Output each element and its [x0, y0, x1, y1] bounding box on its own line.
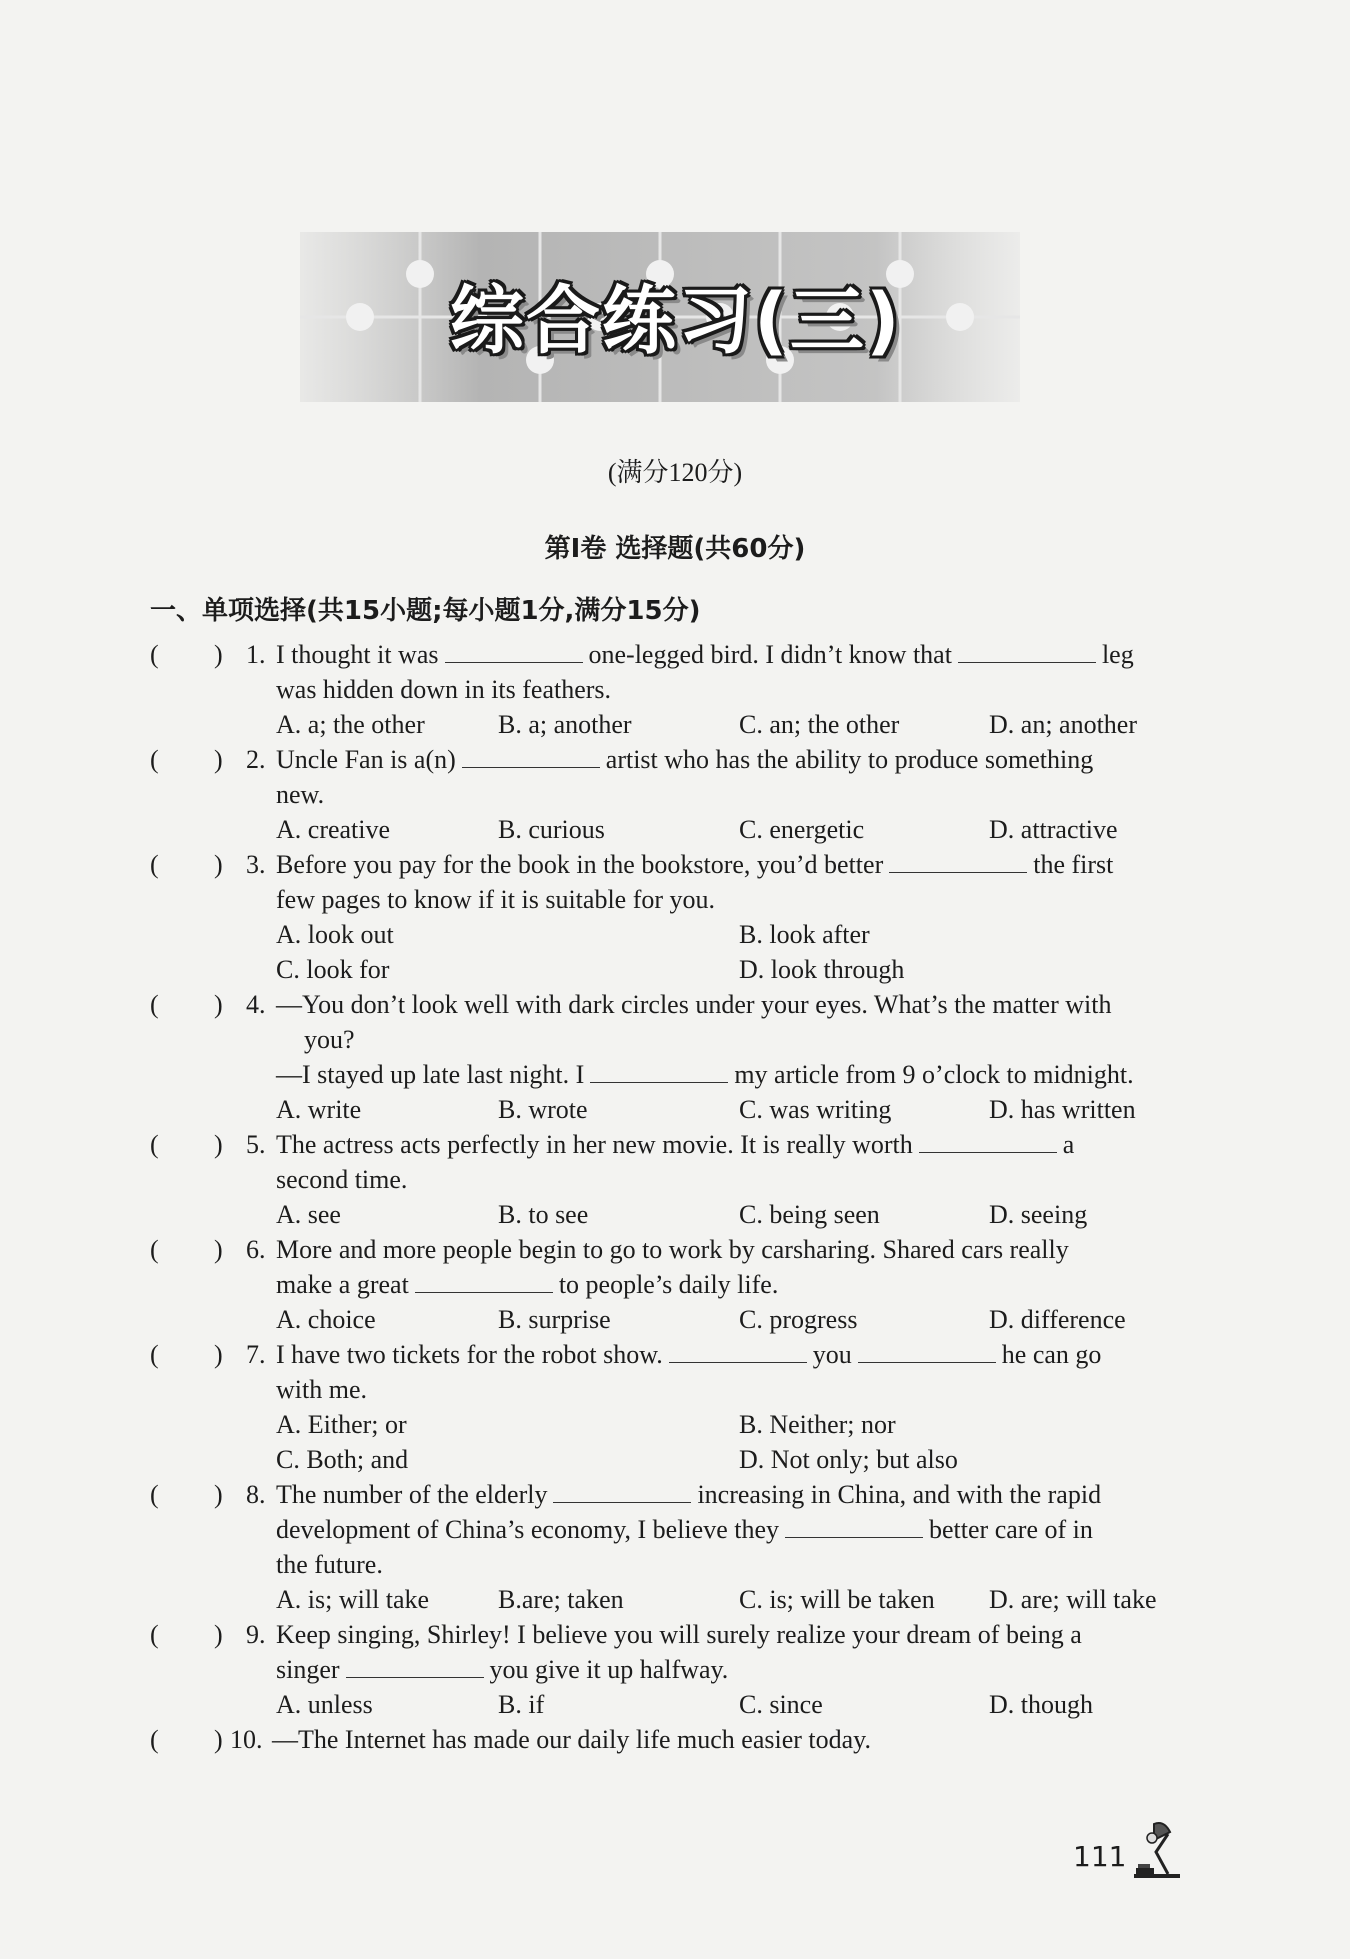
- option-a[interactable]: A. Either; or: [276, 1410, 407, 1439]
- option-d[interactable]: D. look through: [739, 955, 905, 984]
- question-line-1: —You don’t look well with dark circles under your eyes. What’s the matter with: [276, 990, 1112, 1019]
- option-a[interactable]: A. creative: [276, 815, 391, 844]
- option-c[interactable]: C. progress: [739, 1305, 858, 1334]
- option-d[interactable]: D. an; another: [989, 710, 1138, 739]
- question-line-2: was hidden down in its feathers.: [276, 675, 612, 704]
- question-line-2: you?: [304, 1025, 355, 1054]
- question-line-1: —The Internet has made our daily life much easier today.: [272, 1725, 871, 1754]
- option-d[interactable]: D. has written: [989, 1095, 1136, 1124]
- question-number: 2.: [246, 745, 266, 774]
- option-a[interactable]: A. see: [276, 1200, 341, 1229]
- question-line-1: I thought it was one-legged bird. I didn’t know that leg: [276, 640, 1134, 669]
- answer-paren-open: (: [150, 850, 159, 879]
- question-line-2: development of China’s economy, I believe they better care of in: [276, 1515, 1093, 1544]
- answer-paren-close: ): [214, 990, 223, 1019]
- option-c[interactable]: C. being seen: [739, 1200, 880, 1229]
- page-number: 111: [1073, 1840, 1127, 1873]
- question-line-1: More and more people begin to go to work by carsharing. Shared cars really: [276, 1235, 1069, 1264]
- question-line-2: new.: [276, 780, 325, 809]
- option-d[interactable]: D. are; will take: [989, 1585, 1157, 1614]
- option-b[interactable]: B. if: [498, 1690, 545, 1719]
- answer-paren-open: (: [150, 640, 159, 669]
- option-c[interactable]: C. was writing: [739, 1095, 892, 1124]
- answer-blank[interactable]: [462, 745, 600, 768]
- question-number: 1.: [246, 640, 266, 669]
- question-number: 4.: [246, 990, 266, 1019]
- answer-blank[interactable]: [669, 1340, 807, 1363]
- answer-blank[interactable]: [785, 1515, 923, 1538]
- answer-paren-open: (: [150, 1130, 159, 1159]
- option-a[interactable]: A. look out: [276, 920, 394, 949]
- option-b[interactable]: B. a; another: [498, 710, 632, 739]
- answer-blank[interactable]: [553, 1480, 691, 1503]
- answer-paren-close: ): [214, 1620, 223, 1649]
- option-a[interactable]: A. is; will take: [276, 1585, 430, 1614]
- answer-paren-open: (: [150, 1480, 159, 1509]
- option-b[interactable]: B. surprise: [498, 1305, 611, 1334]
- answer-blank[interactable]: [889, 850, 1027, 873]
- answer-blank[interactable]: [958, 640, 1096, 663]
- answer-paren-open: (: [150, 1340, 159, 1369]
- question-line-3: —I stayed up late last night. I my article from 9 o’clock to midnight.: [276, 1060, 1134, 1089]
- option-d[interactable]: D. though: [989, 1690, 1093, 1719]
- score-note: (满分120分): [607, 458, 743, 487]
- question-number: 10.: [230, 1725, 263, 1754]
- answer-blank[interactable]: [919, 1130, 1057, 1153]
- answer-paren-close: ): [214, 640, 223, 669]
- question-line-2: with me.: [276, 1375, 367, 1404]
- question-number: 8.: [246, 1480, 266, 1509]
- answer-paren-close: ): [214, 745, 223, 774]
- answer-paren-open: (: [150, 745, 159, 774]
- question-line-1: I have two tickets for the robot show. you he can go: [276, 1340, 1102, 1369]
- option-b[interactable]: B. curious: [498, 815, 605, 844]
- option-a[interactable]: A. write: [276, 1095, 362, 1124]
- answer-blank[interactable]: [445, 640, 583, 663]
- desk-lamp-icon: [1128, 1818, 1184, 1885]
- option-c[interactable]: C. energetic: [739, 815, 865, 844]
- answer-blank[interactable]: [858, 1340, 996, 1363]
- question-number: 7.: [246, 1340, 266, 1369]
- section-heading: 第Ⅰ卷 选择题(共60分): [544, 534, 806, 564]
- option-c[interactable]: C. is; will be taken: [739, 1585, 935, 1614]
- answer-blank[interactable]: [346, 1655, 484, 1678]
- answer-paren-open: (: [150, 990, 159, 1019]
- question-number: 3.: [246, 850, 266, 879]
- answer-blank[interactable]: [415, 1270, 553, 1293]
- answer-paren-close: ): [214, 1725, 223, 1754]
- answer-paren-close: ): [214, 1235, 223, 1264]
- question-line-3: the future.: [276, 1550, 383, 1579]
- question-number: 9.: [246, 1620, 266, 1649]
- question-line-2: make a great to people’s daily life.: [276, 1270, 779, 1299]
- option-d[interactable]: D. Not only; but also: [739, 1445, 958, 1474]
- page-title: 综合练习(三): [450, 278, 902, 364]
- option-b[interactable]: B. to see: [498, 1200, 589, 1229]
- question-line-2: few pages to know if it is suitable for you.: [276, 885, 716, 914]
- option-c[interactable]: C. since: [739, 1690, 823, 1719]
- option-c[interactable]: C. an; the other: [739, 710, 900, 739]
- option-c[interactable]: C. look for: [276, 955, 390, 984]
- question-line-1: Uncle Fan is a(n) artist who has the ability to produce something: [276, 745, 1094, 774]
- option-a[interactable]: A. choice: [276, 1305, 376, 1334]
- answer-blank[interactable]: [590, 1060, 728, 1083]
- question-number: 6.: [246, 1235, 266, 1264]
- answer-paren-open: (: [150, 1620, 159, 1649]
- option-d[interactable]: D. seeing: [989, 1200, 1088, 1229]
- question-line-1: The number of the elderly increasing in China, and with the rapid: [276, 1480, 1102, 1509]
- question-line-1: Before you pay for the book in the bookstore, you’d better the first: [276, 850, 1114, 879]
- answer-paren-close: ): [214, 850, 223, 879]
- option-a[interactable]: A. a; the other: [276, 710, 425, 739]
- option-d[interactable]: D. difference: [989, 1305, 1126, 1334]
- answer-paren-close: ): [214, 1130, 223, 1159]
- question-line-2: second time.: [276, 1165, 408, 1194]
- question-line-1: Keep singing, Shirley! I believe you will surely realize your dream of being a: [276, 1620, 1082, 1649]
- option-d[interactable]: D. attractive: [989, 815, 1118, 844]
- option-b[interactable]: B. look after: [739, 920, 870, 949]
- answer-paren-close: ): [214, 1480, 223, 1509]
- answer-paren-close: ): [214, 1340, 223, 1369]
- question-number: 5.: [246, 1130, 266, 1159]
- option-a[interactable]: A. unless: [276, 1690, 373, 1719]
- option-c[interactable]: C. Both; and: [276, 1445, 409, 1474]
- part-heading: 一、单项选择(共15小题;每小题1分,满分15分): [150, 596, 701, 626]
- option-b[interactable]: B. wrote: [498, 1095, 588, 1124]
- answer-paren-open: (: [150, 1235, 159, 1264]
- option-b[interactable]: B. Neither; nor: [739, 1410, 896, 1439]
- question-line-1: The actress acts perfectly in her new movie. It is really worth a: [276, 1130, 1075, 1159]
- option-b[interactable]: B.are; taken: [498, 1585, 624, 1614]
- title-banner: [300, 222, 1020, 412]
- answer-paren-open: (: [150, 1725, 159, 1754]
- question-line-2: singer you give it up halfway.: [276, 1655, 729, 1684]
